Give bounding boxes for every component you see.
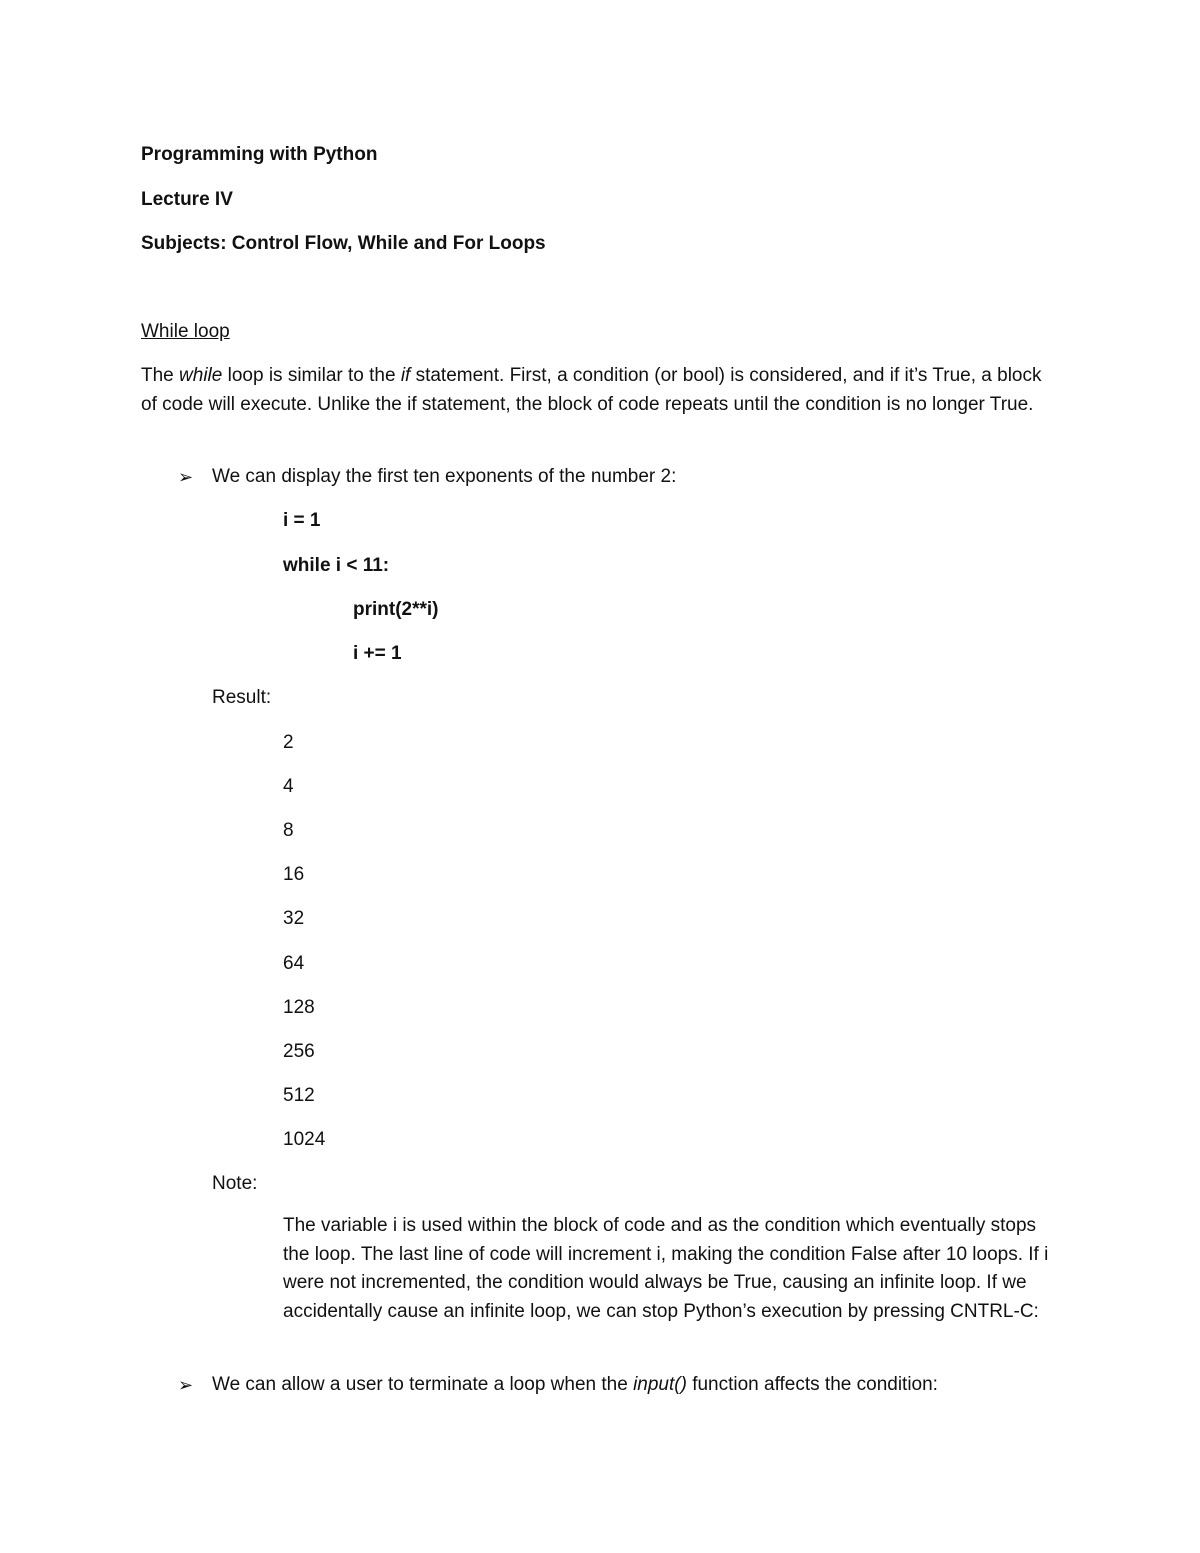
result-label: Result:	[212, 687, 272, 708]
code-line: i = 1	[283, 510, 321, 531]
result-value: 32	[283, 908, 305, 929]
result-value: 16	[283, 864, 305, 885]
note-paragraph: The variable i is used within the block of code and as the condition which eventually stops the loop. The last line of code will increment i, making the condition False after 10 loops. If i were not incremented, the condition would always be True, causing an infinite loop. If we accidentally cause an infinite loop, we can stop Python’s execution by pressing CNTRL-C:	[283, 1215, 1049, 1322]
note-label: Note:	[212, 1173, 258, 1194]
result-value: 512	[283, 1085, 315, 1106]
bullet-text: We can allow a user to terminate a loop when the input() function affects the condition:	[212, 1374, 938, 1395]
section-heading: While loop	[141, 321, 230, 342]
code-line: i += 1	[353, 643, 402, 664]
while-keyword: while	[179, 365, 223, 386]
arrow-bullet-icon: ➢	[178, 467, 194, 487]
lecture-label: Lecture IV	[141, 189, 233, 210]
input-function: input()	[633, 1374, 687, 1395]
arrow-bullet-icon: ➢	[178, 1375, 194, 1395]
result-value: 8	[283, 820, 294, 841]
result-value: 2	[283, 732, 294, 753]
subjects-line: Subjects: Control Flow, While and For Loops	[141, 233, 546, 254]
result-value: 256	[283, 1041, 315, 1062]
result-value: 128	[283, 997, 315, 1018]
result-value: 64	[283, 953, 305, 974]
result-value: 4	[283, 776, 294, 797]
intro-paragraph: The while loop is similar to the if statement. First, a condition (or bool) is considered, and if it’s True, a block of code will execute. Unlike the if statement, the block of code repeats until the condition is no longer True.	[141, 365, 1042, 415]
document-title: Programming with Python	[141, 144, 378, 165]
result-value: 1024	[283, 1129, 326, 1150]
if-keyword: if	[400, 365, 411, 386]
code-line: while i < 11:	[283, 555, 390, 576]
bullet-text: We can display the first ten exponents of the number 2:	[212, 466, 677, 487]
code-line: print(2**i)	[353, 599, 439, 620]
